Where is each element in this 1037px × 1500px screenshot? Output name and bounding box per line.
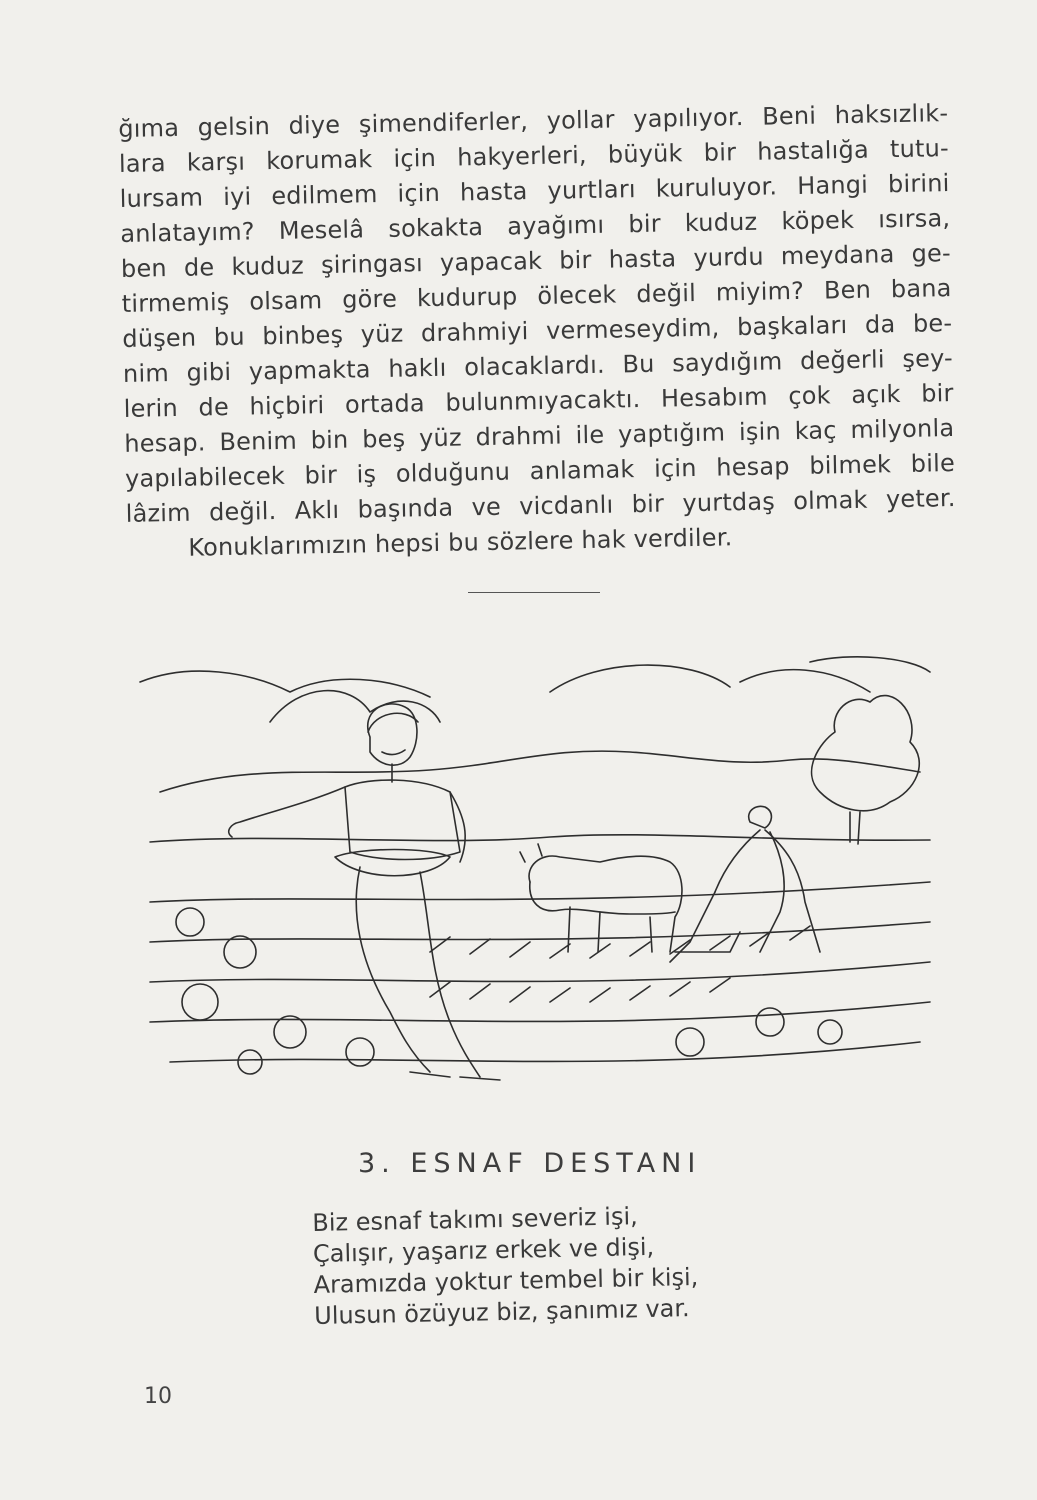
closing-line: Konuklarımızın hepsi bu sözlere hak verdiler. [188,523,733,562]
poem-stanza [312,1200,699,1332]
prose-line: lara karşı korumak için hakyerleri, büyük bir hastalığa tutu- [118,134,950,178]
sower-and-plough-illustration [130,652,940,1092]
prose-line: nim gibi yapmakta haklı olacaklardı. Bu saydığım değerli şey- [122,344,954,388]
prose-block [118,96,957,567]
section-title: 3. ESNAF DESTANI [358,1148,702,1179]
poem-line: Ulusun özüyuz biz, şanımız var. [313,1294,690,1330]
prose-line: anlatayım? Meselâ sokakta ayağımı bir kuduz köpek ısırsa, [120,204,951,248]
prose-line: lâzim değil. Aklı başında ve vicdanlı bir yurtdaş olmak yeter. [125,483,956,528]
page-number: 10 [144,1384,172,1409]
prose-line: tirmemiş olsam göre kudurup ölecek değil miyim? Ben bana [121,274,952,318]
poem-line: Aramızda yoktur tembel bir kişi, [313,1262,699,1299]
poem-line: Çalışır, yaşarız erkek ve dişi, [312,1232,655,1268]
poem-line: Biz esnaf takımı severiz işi, [312,1202,638,1237]
prose-line: yapılabilecek bir iş olduğunu anlamak için hesap bilmek bile [124,449,956,493]
prose-line: hesap. Benim bin beş yüz drahmi ile yaptığım işin kaç milyonla [124,414,955,458]
prose-line: lursam iyi edilmem için hasta yurtları kuruluyor. Hangi birini [119,169,950,213]
prose-line: ben de kuduz şiringası yapacak bir hasta yurdu meydana ge- [120,239,952,283]
section-divider [468,592,600,593]
prose-line: düşen bu binbeş yüz drahmiyi vermeseydim, başkaları da be- [122,309,953,353]
prose-line: lerin de hiçbiri ortada bulunmıyacaktı. Hesabım çok açık bir [123,379,954,423]
prose-line: ğıma gelsin diye şimendiferler, yollar yapılıyor. Beni haksızlık- [118,99,949,143]
